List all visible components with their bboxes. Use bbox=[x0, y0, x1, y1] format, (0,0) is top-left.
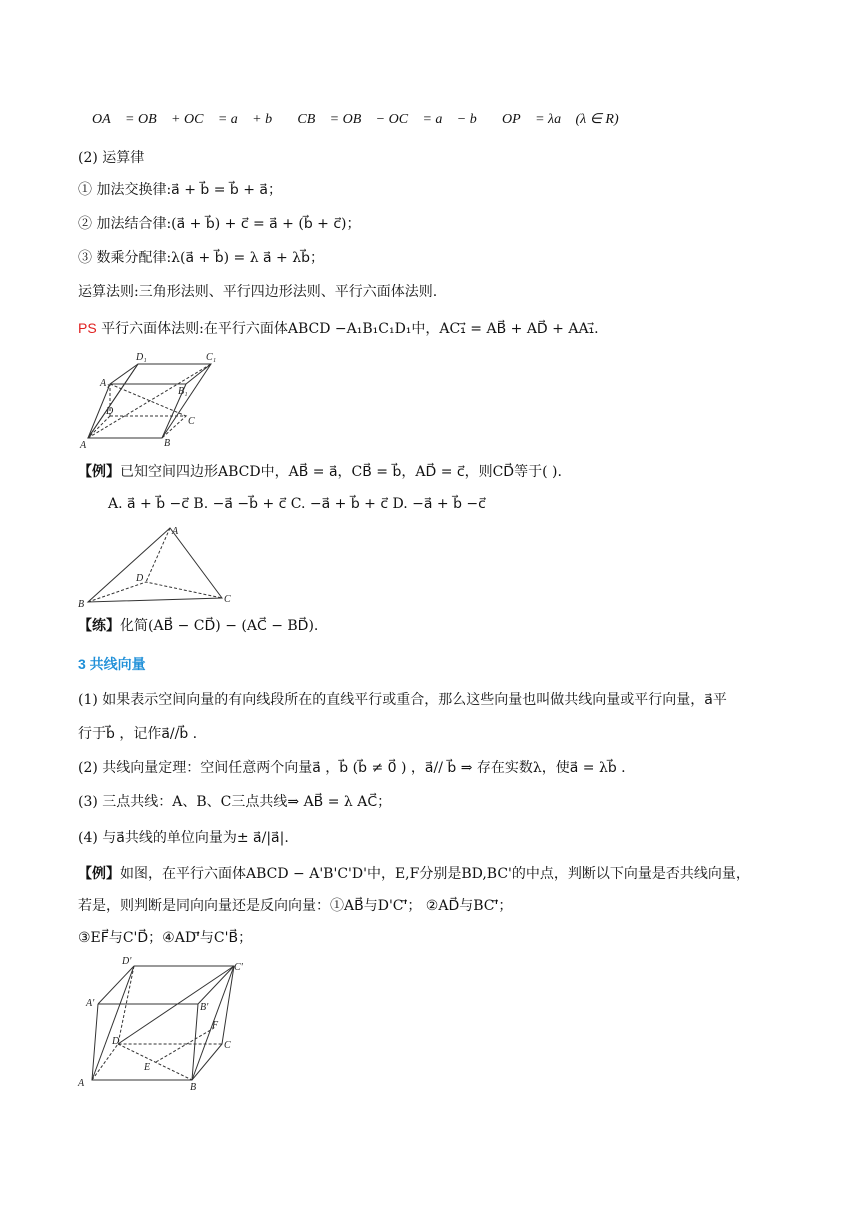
parallelepiped-figure-2 bbox=[76, 952, 246, 1092]
example-1-choices: A. a⃗ + b⃗ −c⃗ B. −a⃗ −b⃗ + c⃗ C. −a⃗ + b⃗ + c⃗ D. −a⃗ + b⃗ −c⃗ bbox=[108, 496, 486, 512]
fig2-label-b: B bbox=[78, 599, 85, 610]
example-tag-2: 【例】 bbox=[78, 866, 120, 882]
distributive-law: ③ 数乘分配律:λ(a⃗ + b⃗) = λ a⃗ + λb⃗； bbox=[78, 250, 324, 266]
example-1 bbox=[78, 462, 562, 482]
ps-note bbox=[78, 318, 599, 339]
tetrahedron-figure bbox=[76, 522, 236, 612]
fig1-label-b1: B₁ bbox=[178, 386, 188, 397]
example-2-line-2: 若是，则判断是同向向量还是反向向量：①AB⃗与D'C'⃗； ②AD⃗与BC'⃗； bbox=[78, 898, 513, 914]
collinear-def-1: (1) 如果表示空间向量的有向线段所在的直线平行或重合，那么这些向量也叫做共线向量或平行向量，a⃗平 bbox=[78, 692, 727, 708]
fig1-label-c1: C₁ bbox=[206, 352, 217, 363]
example-tag: 【例】 bbox=[78, 464, 120, 480]
fig3-label-d-prime: D' bbox=[122, 956, 132, 967]
fig3-label-f: F bbox=[212, 1020, 219, 1031]
operation-rules: 运算法则:三角形法则、平行四边形法则、平行六面体法则. bbox=[78, 284, 438, 300]
section-heading-rules: (2) 运算律 bbox=[78, 150, 145, 166]
example-2-text: 如图，在平行六面体ABCD − A'B'C'D'中，E,F分别是BD,BC'的中点，判断以下向量是否共线向量， bbox=[120, 866, 750, 882]
formula-line: OA⃗ = OB⃗ + OC⃗ = a⃗ + b⃗， CB⃗ = OB⃗ − OC⃗ = a⃗ − b⃗， OP⃗ = λa⃗ (λ ∈ R) bbox=[92, 112, 619, 127]
fig1-label-d1: D₁ bbox=[136, 352, 147, 363]
commutative-law: ① 加法交换律:a⃗ + b⃗ = b⃗ + a⃗； bbox=[78, 182, 282, 198]
collinear-def-2: 行于b⃗ ，记作a⃗//b⃗ . bbox=[78, 726, 198, 742]
exercise bbox=[78, 616, 318, 636]
fig2-label-d: D bbox=[136, 573, 144, 584]
example-1-text: 已知空间四边形ABCD中，AB⃗ = a⃗，CB⃗ = b⃗，AD⃗ = c⃗，则CD⃗等于( ). bbox=[120, 464, 562, 480]
fig1-label-c: C bbox=[188, 416, 195, 427]
fig1-label-d: D bbox=[106, 406, 114, 417]
ps-text: 平行六面体法则:在平行六面体ABCD −A₁B₁C₁D₁中，AC₁⃗ = AB⃗ + AD⃗ + AA₁⃗. bbox=[96, 321, 599, 337]
associative-law: ② 加法结合律:(a⃗ + b⃗) + c⃗ = a⃗ + (b⃗ + c⃗)； bbox=[78, 216, 361, 232]
exercise-text: 化简(AB⃗ − CD⃗) − (AC⃗ − BD⃗). bbox=[120, 618, 319, 634]
fig3-label-b: B bbox=[190, 1082, 197, 1092]
fig3-label-c: C bbox=[224, 1040, 231, 1051]
unit-vector: (4) 与a⃗共线的单位向量为± a⃗/|a⃗|. bbox=[78, 830, 289, 846]
fig3-label-a-prime: A' bbox=[86, 998, 95, 1009]
fig3-label-d: D bbox=[112, 1036, 120, 1047]
section-heading-collinear: 3 共线向量 bbox=[78, 656, 146, 672]
fig1-label-a1: A₁ bbox=[100, 378, 110, 389]
example-2-line-3: ③EF⃗与C'D⃗；④AD'⃗与C'B⃗； bbox=[78, 930, 253, 946]
ps-tag: PS bbox=[78, 320, 97, 336]
fig2-label-a: A bbox=[172, 526, 179, 537]
exercise-tag: 【练】 bbox=[78, 618, 120, 634]
collinear-theorem: (2) 共线向量定理：空间任意两个向量a⃗ ，b⃗ (b⃗ ≠ 0⃗ ) ，a⃗// b⃗ ⇒ 存在实数λ，使a⃗ = λb⃗ . bbox=[78, 760, 626, 776]
fig1-label-a: A bbox=[80, 440, 87, 451]
fig3-label-c-prime: C' bbox=[234, 962, 243, 973]
fig3-label-e: E bbox=[144, 1062, 151, 1073]
three-points-collinear: (3) 三点共线：A、B、C三点共线⇒ AB⃗ = λ AC⃗； bbox=[78, 794, 392, 810]
fig3-label-b-prime: B' bbox=[200, 1002, 209, 1013]
fig3-label-a: A bbox=[78, 1078, 85, 1089]
fig2-label-c: C bbox=[224, 594, 231, 605]
example-2 bbox=[78, 864, 750, 884]
parallelepiped-figure-1 bbox=[78, 348, 218, 452]
fig1-label-b: B bbox=[164, 438, 171, 449]
